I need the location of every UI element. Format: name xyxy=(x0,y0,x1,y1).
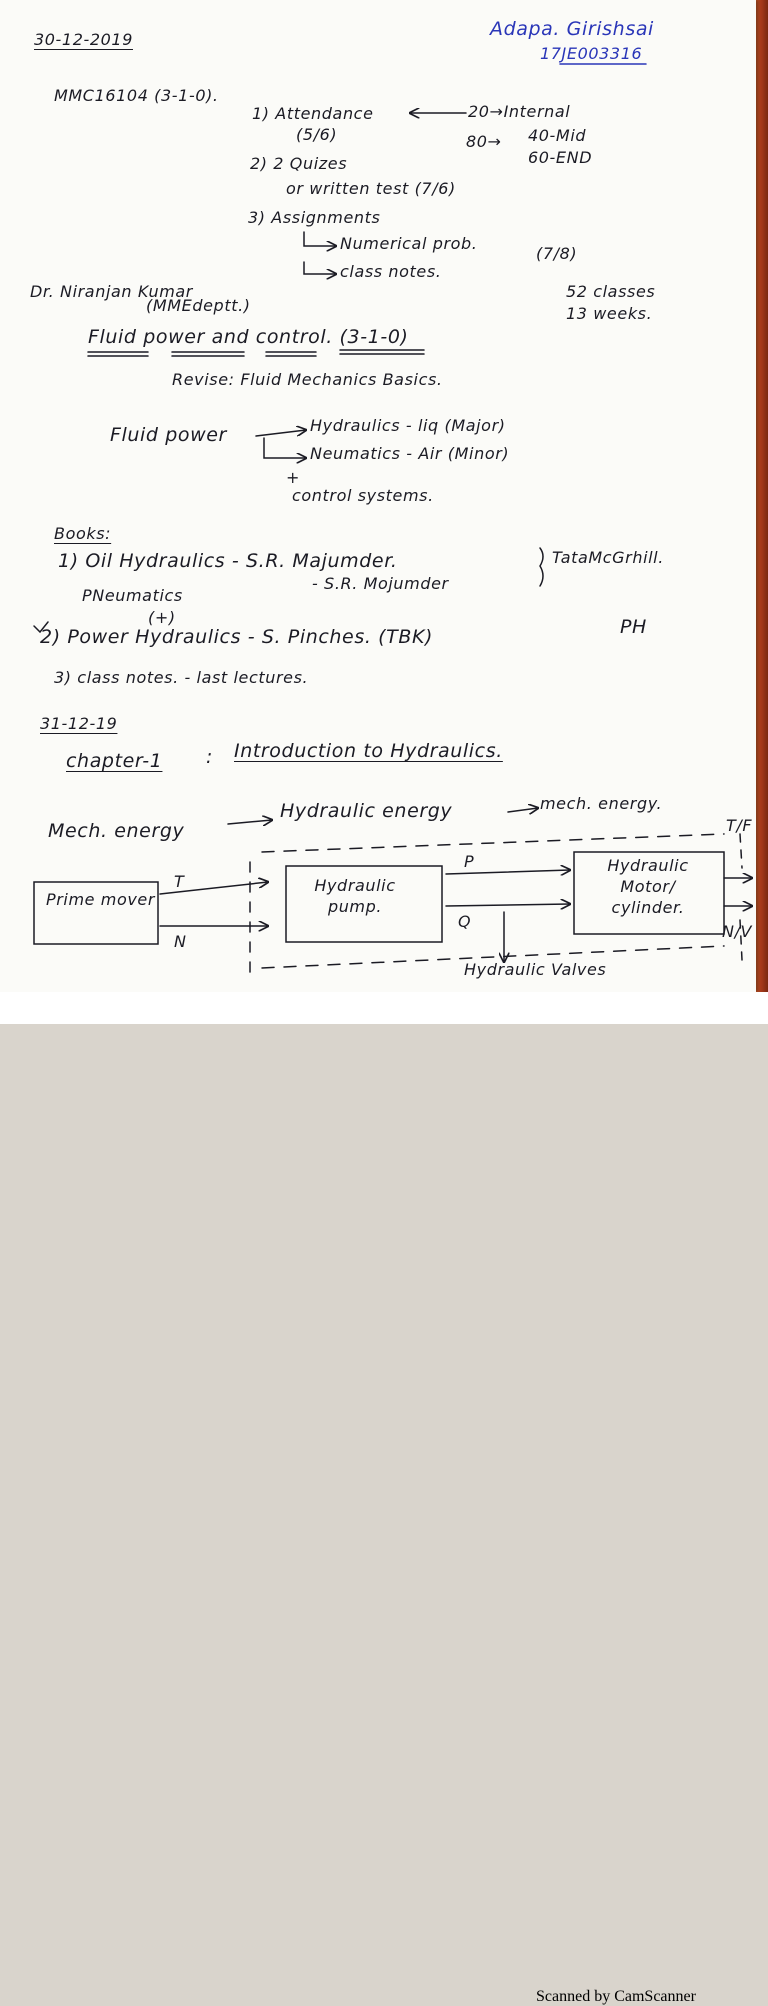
pump-box-label: Hydraulic pump. xyxy=(314,876,396,916)
energy-hydraulic: Hydraulic energy xyxy=(280,800,453,822)
total-classes: 52 classes xyxy=(566,282,656,301)
book-1: 1) Oil Hydraulics - S.R. Majumder. xyxy=(58,550,398,572)
attendance-score: (5/6) xyxy=(296,125,338,144)
scanned-by-text: Scanned by CamScanner xyxy=(536,1988,696,2005)
tf-label: T/F xyxy=(726,816,753,835)
books-heading: Books: xyxy=(54,524,112,543)
speed-label: N xyxy=(174,932,187,951)
course-code: MMC16104 (3-1-0). xyxy=(54,86,219,105)
book-1b-author: - S.R. Mojumder xyxy=(312,574,449,593)
book-1-pneumatics: PNeumatics xyxy=(82,586,183,605)
date-2: 31-12-19 xyxy=(40,714,118,733)
table-edge xyxy=(754,0,768,1000)
attendance: 1) Attendance xyxy=(252,104,374,123)
quizzes: 2) 2 Quizes xyxy=(250,154,348,173)
revise-note: Revise: Fluid Mechanics Basics. xyxy=(172,370,443,389)
internal-marks: 20→Internal xyxy=(468,102,571,121)
instructor-name: Dr. Niranjan Kumar xyxy=(30,282,193,301)
book-3: 3) class notes. - last lectures. xyxy=(54,668,309,687)
torque-label: T xyxy=(174,872,185,891)
diagram-strokes xyxy=(0,0,756,992)
end-marks: 60-END xyxy=(528,148,593,167)
flow-label: Q xyxy=(458,912,472,931)
date-1: 30-12-2019 xyxy=(34,30,133,49)
chapter-title: Introduction to Hydraulics. xyxy=(234,740,503,762)
numerical-score: (7/8) xyxy=(536,244,578,263)
total-weeks: 13 weeks. xyxy=(566,304,653,323)
roll-number: 17JE003316 xyxy=(540,44,643,63)
scanner-footer xyxy=(0,992,768,2005)
plus-sign: + xyxy=(286,468,301,487)
nv-label: N/V xyxy=(722,922,753,941)
mid-marks: 40-Mid xyxy=(528,126,587,145)
book-1-plus: (+) xyxy=(148,608,176,627)
chapter-colon: : xyxy=(206,746,214,768)
energy-mech-output: mech. energy. xyxy=(540,794,663,813)
book-2: 2) Power Hydraulics - S. Pinches. (TBK) xyxy=(40,626,434,648)
notebook-page xyxy=(0,0,756,992)
chapter-label: chapter-1 xyxy=(66,750,163,772)
hydraulics-branch: Hydraulics - liq (Major) xyxy=(310,416,506,435)
assignment-class-notes: class notes. xyxy=(340,262,442,281)
pneumatics-branch: Neumatics - Air (Minor) xyxy=(310,444,510,463)
valves-label: Hydraulic Valves xyxy=(464,960,607,979)
numerical-problems: Numerical prob. xyxy=(340,234,478,253)
prime-mover-box-label: Prime mover xyxy=(46,890,156,909)
book-2-publisher: PH xyxy=(620,616,647,638)
motor-box-label: Hydraulic Motor/ cylinder. xyxy=(607,856,689,917)
publisher: TataMcGrhill. xyxy=(552,548,664,567)
department: (MMEdeptt.) xyxy=(146,296,251,315)
fluid-power-label: Fluid power xyxy=(110,424,227,446)
total-80: 80→ xyxy=(466,132,502,151)
pressure-label: P xyxy=(464,852,475,871)
control-systems: control systems. xyxy=(292,486,434,505)
written-test: or written test (7/6) xyxy=(286,179,456,198)
assignments: 3) Assignments xyxy=(248,208,381,227)
energy-mech: Mech. energy xyxy=(48,820,185,842)
subject-title: Fluid power and control. (3-1-0) xyxy=(88,326,409,348)
author-name: Adapa. Girishsai xyxy=(490,18,654,40)
